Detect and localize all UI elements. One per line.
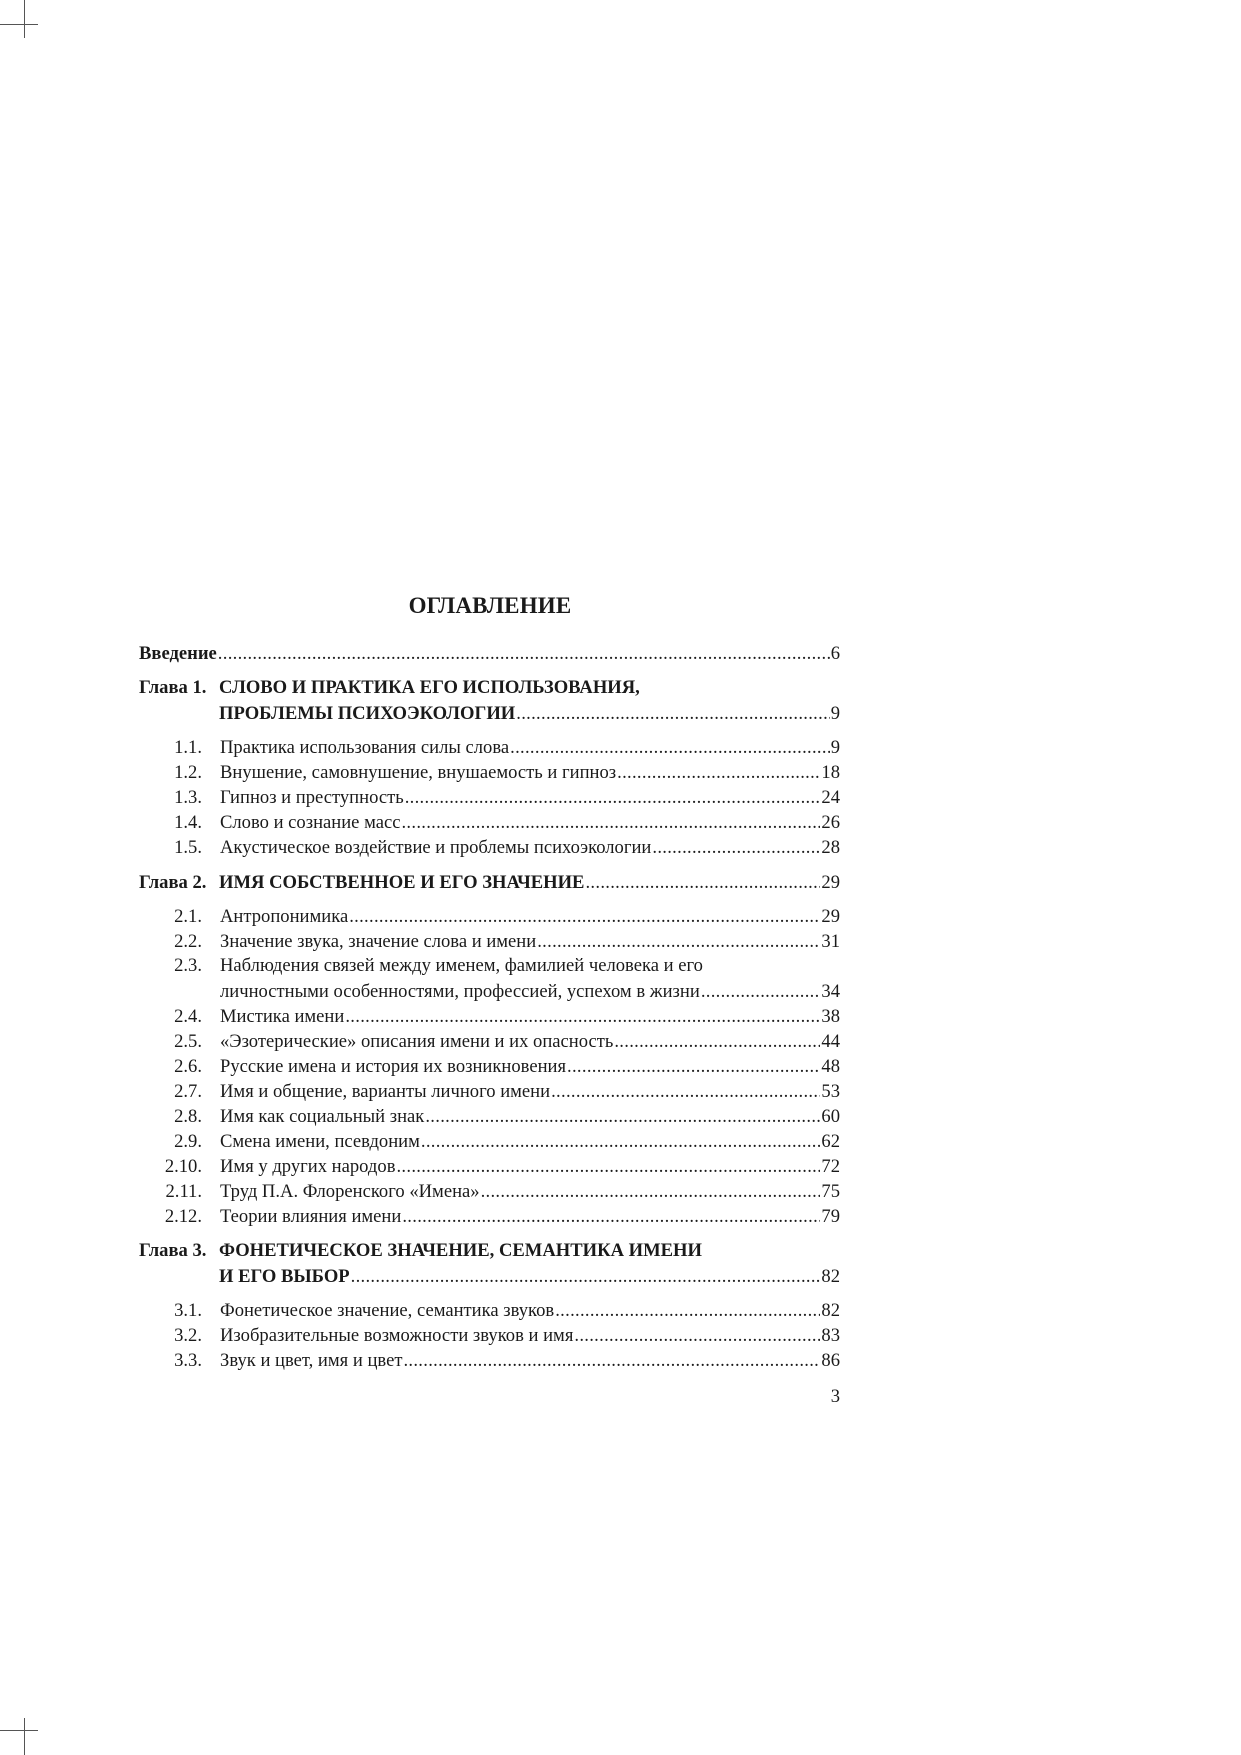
dot-leader	[349, 903, 820, 929]
toc-section-2-7[interactable]	[139, 1078, 840, 1103]
toc-entry-page: 60	[821, 1105, 840, 1127]
toc-section-1-1[interactable]	[139, 734, 840, 759]
section-title: Фонетическое значение, семантика звуков	[220, 1299, 555, 1321]
section-number: 2.2.	[174, 930, 202, 952]
toc-section-1-2[interactable]	[139, 759, 840, 784]
dot-leader	[574, 1322, 820, 1348]
dot-leader	[614, 1028, 820, 1054]
section-title: Практика использования силы слова	[220, 736, 510, 758]
dot-leader	[567, 1053, 820, 1079]
dot-leader	[617, 759, 820, 785]
toc-entry-page: 9	[830, 736, 840, 758]
section-number: 2.6.	[174, 1055, 202, 1077]
chapter-title: И ЕГО ВЫБОР	[219, 1265, 350, 1287]
toc-entry-page: 38	[821, 1005, 840, 1027]
dot-leader	[516, 700, 829, 726]
section-number: 2.1.	[174, 905, 202, 927]
toc-entry-page: 83	[821, 1324, 840, 1346]
section-number: 2.9.	[174, 1130, 202, 1152]
chapter-title: СЛОВО И ПРАКТИКА ЕГО ИСПОЛЬЗОВАНИЯ,	[219, 677, 640, 698]
section-title: Имя у других народов	[220, 1155, 396, 1177]
table-of-contents	[139, 640, 840, 1372]
section-title: личностными особенностями, профессией, успехом в жизни	[220, 980, 700, 1002]
section-number: 2.5.	[174, 1030, 202, 1052]
section-title: Наблюдения связей между именем, фамилией человека и его	[220, 955, 703, 976]
toc-entry-page: 82	[821, 1265, 840, 1287]
toc-entry-page: 72	[821, 1155, 840, 1177]
chapter-label: Глава 2.	[139, 871, 207, 893]
dot-leader	[396, 1153, 820, 1179]
toc-section-2-3-line2[interactable]	[139, 978, 840, 1003]
dot-leader	[421, 1128, 821, 1154]
toc-chapter-1-line2[interactable]	[139, 700, 840, 725]
section-title: Имя и общение, варианты личного имени	[220, 1080, 551, 1102]
section-number: 2.8.	[174, 1105, 202, 1127]
toc-entry-page: 82	[821, 1299, 840, 1321]
section-title: Внушение, самовнушение, внушаемость и гипноз	[220, 761, 617, 783]
section-title: Смена имени, псевдоним	[220, 1130, 420, 1152]
chapter-label: Глава 3.	[139, 1240, 207, 1261]
section-number: 1.4.	[174, 811, 202, 833]
chapter-title: ИМЯ СОБСТВЕННОЕ И ЕГО ЗНАЧЕНИЕ	[219, 871, 585, 893]
section-title: Изобразительные возможности звуков и имя	[220, 1324, 574, 1346]
toc-section-2-2[interactable]	[139, 928, 840, 953]
toc-entry-page: 62	[821, 1130, 840, 1152]
toc-entry-page: 9	[830, 702, 840, 724]
section-title: Гипноз и преступность	[220, 786, 404, 808]
section-title: Слово и сознание масс	[220, 811, 401, 833]
toc-chapter-3-line2[interactable]	[139, 1263, 840, 1288]
section-title: Имя как социальный знак	[220, 1105, 425, 1127]
toc-section-3-1[interactable]	[139, 1297, 840, 1322]
toc-entry-page: 48	[821, 1055, 840, 1077]
toc-section-2-6[interactable]	[139, 1053, 840, 1078]
toc-entry-page: 29	[821, 871, 840, 893]
crop-mark-top-left-horizontal	[0, 24, 38, 25]
section-number: 1.5.	[174, 836, 202, 858]
section-number: 3.1.	[174, 1299, 202, 1321]
dot-leader	[218, 640, 830, 666]
chapter-title: ПРОБЛЕМЫ ПСИХОЭКОЛОГИИ	[219, 702, 516, 724]
section-title: «Эзотерические» описания имени и их опасность	[220, 1030, 614, 1052]
section-title: Значение звука, значение слова и имени	[220, 930, 537, 952]
dot-leader	[425, 1103, 820, 1129]
toc-entry-page: 6	[830, 642, 840, 664]
toc-section-2-12[interactable]	[139, 1203, 840, 1228]
dot-leader	[537, 928, 820, 954]
toc-section-1-3[interactable]	[139, 784, 840, 809]
section-title: Мистика имени	[220, 1005, 345, 1027]
section-number: 2.12.	[164, 1205, 202, 1227]
toc-entry-page: 31	[821, 930, 840, 952]
toc-entry-page: 24	[821, 786, 840, 808]
section-number: 3.3.	[174, 1349, 202, 1371]
section-title: Русские имена и история их возникновения	[220, 1055, 567, 1077]
section-number: 1.1.	[174, 736, 202, 758]
toc-entry-page: 26	[821, 811, 840, 833]
toc-chapter-2[interactable]	[139, 869, 840, 894]
toc-chapter-3-line1[interactable]	[139, 1238, 840, 1263]
dot-leader	[405, 784, 821, 810]
dot-leader	[510, 734, 830, 760]
dot-leader	[701, 978, 821, 1004]
toc-entry-page: 28	[821, 836, 840, 858]
dot-leader	[652, 834, 820, 860]
section-title: Акустическое воздействие и проблемы психоэкологии	[220, 836, 652, 858]
dot-leader	[351, 1263, 821, 1289]
section-number: 1.3.	[174, 786, 202, 808]
toc-section-2-3-line1[interactable]	[139, 953, 840, 978]
section-title: Антропонимика	[220, 905, 349, 927]
toc-section-2-5[interactable]	[139, 1028, 840, 1053]
section-number: 2.4.	[174, 1005, 202, 1027]
toc-entry-page: 79	[821, 1205, 840, 1227]
toc-section-2-1[interactable]	[139, 903, 840, 928]
section-number: 2.7.	[174, 1080, 202, 1102]
dot-leader	[585, 869, 820, 895]
toc-section-2-10[interactable]	[139, 1153, 840, 1178]
dot-leader	[403, 1347, 820, 1373]
section-title: Звук и цвет, имя и цвет	[220, 1349, 403, 1371]
toc-section-2-4[interactable]	[139, 1003, 840, 1028]
crop-mark-bottom-left-vertical	[24, 1718, 25, 1755]
toc-entry-page: 18	[821, 761, 840, 783]
section-number: 2.3.	[174, 955, 202, 976]
toc-section-3-3[interactable]	[139, 1347, 840, 1372]
dot-leader	[345, 1003, 820, 1029]
dot-leader	[401, 809, 820, 835]
toc-entry-page: 86	[821, 1349, 840, 1371]
section-number: 3.2.	[174, 1324, 202, 1346]
toc-entry-page: 29	[821, 905, 840, 927]
toc-section-1-4[interactable]	[139, 809, 840, 834]
crop-mark-bottom-left-horizontal	[0, 1730, 38, 1731]
crop-mark-top-left-vertical	[24, 0, 25, 38]
toc-entry-page: 34	[821, 980, 840, 1002]
dot-leader	[402, 1203, 820, 1229]
section-number: 1.2.	[174, 761, 202, 783]
chapter-title: ФОНЕТИЧЕСКОЕ ЗНАЧЕНИЕ, СЕМАНТИКА ИМЕНИ	[219, 1240, 702, 1261]
section-title: Теории влияния имени	[220, 1205, 402, 1227]
page-number: 3	[830, 1386, 840, 1407]
toc-title: ОГЛАВЛЕНИЕ	[408, 593, 572, 618]
toc-section-2-9[interactable]	[139, 1128, 840, 1153]
toc-entry-page: 44	[821, 1030, 840, 1052]
toc-section-3-2[interactable]	[139, 1322, 840, 1347]
toc-chapter-1-line1[interactable]	[139, 675, 840, 700]
toc-entry-title: Введение	[139, 642, 217, 664]
section-number: 2.11.	[165, 1180, 202, 1202]
toc-section-2-11[interactable]	[139, 1178, 840, 1203]
toc-entry-introduction[interactable]	[139, 640, 840, 665]
chapter-label: Глава 1.	[139, 677, 207, 698]
toc-entry-page: 53	[821, 1080, 840, 1102]
section-title: Труд П.А. Флоренского «Имена»	[220, 1180, 480, 1202]
section-number: 2.10.	[164, 1155, 202, 1177]
dot-leader	[555, 1297, 820, 1323]
dot-leader	[481, 1178, 821, 1204]
toc-entry-page: 75	[821, 1180, 840, 1202]
toc-section-2-8[interactable]	[139, 1103, 840, 1128]
dot-leader	[551, 1078, 820, 1104]
toc-section-1-5[interactable]	[139, 834, 840, 859]
